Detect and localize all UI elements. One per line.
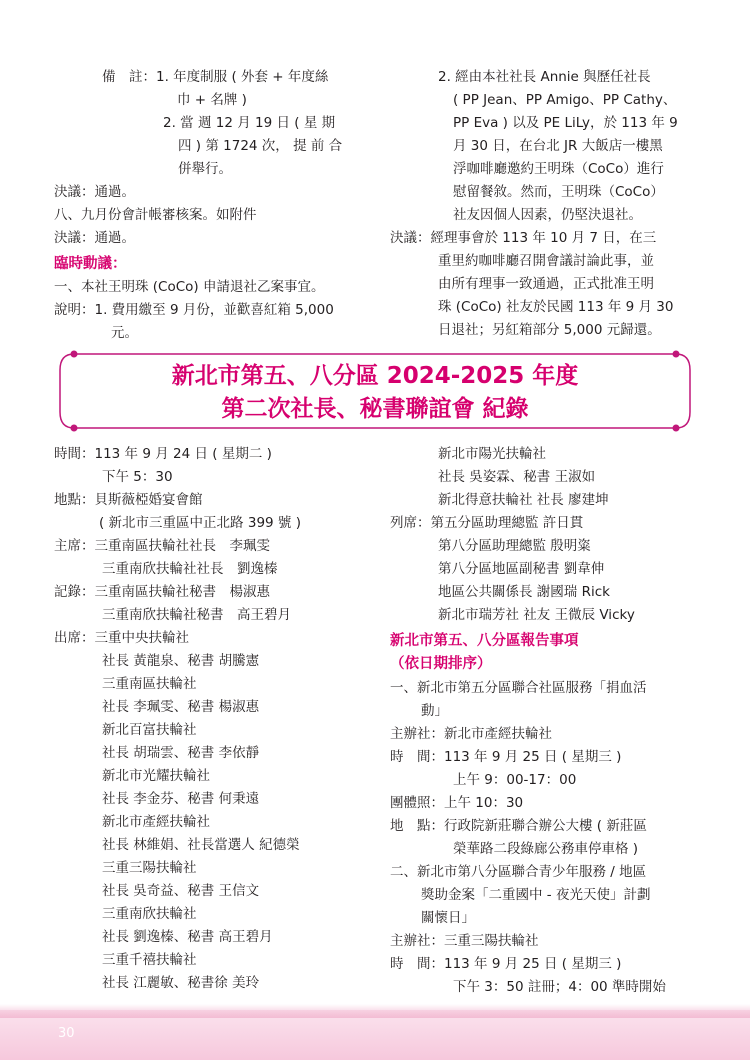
chair-line: 三重南欣扶輪社社長 劉逸榛 (102, 561, 278, 577)
observer-line: 列席：第五分區助理總監 許日貫 (390, 515, 584, 531)
agenda-item: 八、九月份會計帳審核案。如附件 (54, 207, 257, 223)
attendee-names: 新北得意扶輪社 社長 廖建坤 (438, 492, 609, 508)
attendee-club: 三重千禧扶輪社 (102, 952, 197, 968)
note-line: 2. 當 週 12 月 19 日 ( 星 期 (163, 115, 336, 131)
report-item: 一、新北市第五分區聯合社區服務「捐血活 (390, 680, 647, 696)
report-detail: 上午 9：00-17：00 (453, 772, 577, 788)
resolution-line: 決議：經理事會於 113 年 10 月 7 日，在三 (390, 230, 657, 246)
report-detail: 時 間：113 年 9 月 25 日 ( 星期三 ) (390, 956, 622, 972)
report-detail: 主辦社：新北市產經扶輪社 (390, 726, 552, 742)
observer-line: 新北市瑞芳社 社友 王微辰 Vicky (438, 607, 635, 623)
note-line: ( PP Jean、PP Amigo、PP Cathy、 (453, 92, 677, 108)
note-line: 月 30 日，在台北 JR 大飯店一樓黑 (453, 138, 663, 154)
resolution-line: 重里約咖啡廳召開會議討論此事，並 (438, 253, 654, 269)
report-detail: 主辦社：三重三陽扶輪社 (390, 933, 539, 949)
attendee-names: 社長 胡瑞雲、秘書 李依靜 (102, 745, 260, 761)
attendee-club: 新北百富扶輪社 (102, 722, 197, 738)
resolution-line: 決議：通過。 (54, 230, 135, 246)
attendee-club: 新北市光耀扶輪社 (102, 768, 210, 784)
report-item: 動」 (421, 703, 448, 719)
attendee-club: 新北市陽光扶輪社 (438, 446, 546, 462)
meeting-title-box (52, 350, 698, 432)
explanation-line: 元。 (111, 325, 138, 341)
observer-line: 第八分區助理總監 殷明粢 (438, 538, 591, 554)
motion-line: 一、本社王明珠 (CoCo) 申請退社乙案事宜。 (54, 279, 325, 295)
resolution-line: 珠 (CoCo) 社友於民國 113 年 9 月 30 (438, 299, 674, 315)
recorder-line: 三重南欣扶輪社秘書 高王碧月 (102, 607, 291, 623)
report-subheading: （依日期排序） (390, 656, 492, 672)
attendee-names: 社長 林維娟、社長當選人 紀德榮 (102, 837, 300, 853)
resolution-line: 由所有理事一致通過，正式批准王明 (438, 276, 654, 292)
meeting-venue: 地點：貝斯薇椏婚宴會館 (54, 492, 203, 508)
report-item: 獎助金案「二重國中 - 夜光天使」計劃 (421, 887, 651, 903)
attendee-names: 社長 李珮雯、秘書 楊淑惠 (102, 699, 260, 715)
explanation-line: 說明：1. 費用繳至 9 月份，並歡喜紅箱 5,000 (54, 302, 334, 318)
observer-line: 地區公共關係長 謝國瑞 Rick (438, 584, 610, 600)
attendee-club: 出席：三重中央扶輪社 (54, 630, 189, 646)
attendee-club: 新北市產經扶輪社 (102, 814, 210, 830)
attendee-names: 社長 劉逸榛、秘書 高王碧月 (102, 929, 273, 945)
report-detail: 下午 3：50 註冊；4：00 準時開始 (453, 979, 666, 995)
footer-stripe (0, 1004, 750, 1018)
attendee-club: 三重南區扶輪社 (102, 676, 197, 692)
meeting-address: ( 新北市三重區中正北路 399 號 ) (99, 515, 301, 531)
report-item: 二、新北市第八分區聯合青少年服務 / 地區 (390, 864, 647, 880)
meeting-time: 時間：113 年 9 月 24 日 ( 星期二 ) (54, 446, 272, 462)
page-footer (0, 1010, 750, 1060)
note-line: 四 ) 第 1724 次， 提 前 合 (178, 138, 343, 154)
report-item: 關懷日」 (421, 910, 475, 926)
resolution-line: 決議：通過。 (54, 184, 135, 200)
report-detail: 榮華路二段綠廊公務車停車格 ) (453, 841, 639, 857)
note-line: 巾 + 名牌 ) (177, 92, 247, 108)
note-line: 併舉行。 (178, 161, 232, 177)
observer-line: 第八分區地區副秘書 劉韋伸 (438, 561, 605, 577)
report-detail: 時 間：113 年 9 月 25 日 ( 星期三 ) (390, 749, 622, 765)
title-line-1: 新北市第五、八分區 2024-2025 年度 (171, 363, 579, 389)
report-heading: 新北市第五、八分區報告事項 (390, 633, 579, 649)
note-line: PP Eva ) 以及 PE LiLy，於 113 年 9 (453, 115, 678, 131)
attendee-names: 社長 黃龍泉、秘書 胡騰憲 (102, 653, 260, 669)
attendee-names: 社長 江麗敏、秘書徐 美玲 (102, 975, 260, 991)
resolution-line: 日退社；另紅箱部分 5,000 元歸還。 (438, 322, 661, 338)
page-number: 30 (58, 1026, 75, 1041)
attendee-names: 社長 吳奇益、秘書 王信文 (102, 883, 260, 899)
attendee-names: 社長 李金芬、秘書 何秉遠 (102, 791, 260, 807)
report-detail: 團體照：上午 10：30 (390, 795, 524, 811)
attendee-names: 社長 吳姿霖、秘書 王淑如 (438, 469, 596, 485)
chair-line: 主席：三重南區扶輪社社長 李珮雯 (54, 538, 270, 554)
title-line-2: 第二次社長、秘書聯誼會 紀錄 (221, 396, 529, 422)
report-detail: 地 點：行政院新莊聯合辦公大樓 ( 新莊區 (390, 818, 647, 834)
recorder-line: 記錄：三重南區扶輪社秘書 楊淑惠 (54, 584, 270, 600)
note-line: 社友因個人因素，仍堅決退社。 (453, 207, 642, 223)
section-heading: 臨時動議： (54, 256, 127, 272)
meeting-time-detail: 下午 5：30 (102, 469, 173, 485)
note-line: 2. 經由本社社長 Annie 與歷任社長 (438, 69, 651, 85)
note-line: 慰留餐敘。然而，王明珠（CoCo） (453, 184, 664, 200)
note-line: 備 註：1. 年度制服 ( 外套 + 年度絲 (102, 69, 329, 85)
attendee-club: 三重三陽扶輪社 (102, 860, 197, 876)
note-line: 浮咖啡廳邀約王明珠（CoCo）進行 (453, 161, 664, 177)
attendee-club: 三重南欣扶輪社 (102, 906, 197, 922)
